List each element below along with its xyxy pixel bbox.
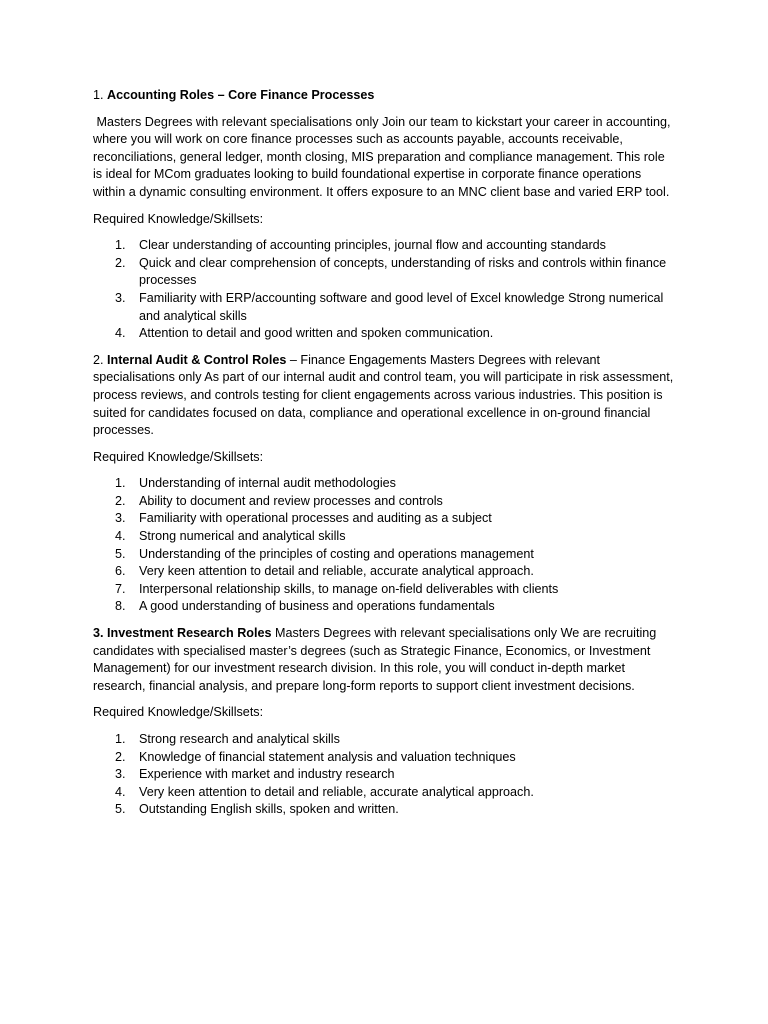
section-accounting-roles [93,87,675,343]
section-heading [93,87,675,105]
section-number: 1. [93,88,104,102]
document-page [93,87,675,828]
list-item: 2. Knowledge of financial statement analysis and valuation techniques [115,749,516,764]
skills-list [93,475,675,616]
section-internal-audit-roles [93,352,675,616]
section-title: Internal Audit & Control Roles [107,352,287,367]
section-investment-research-roles [93,625,675,819]
list-item: 4. Very keen attention to detail and reliable, accurate analytical approach. [115,784,534,799]
list-item: 3. Familiarity with operational processes and auditing as a subject [115,511,492,526]
list-item: 2. Quick and clear comprehension of concepts, understanding of risks and controls within finance processes [115,255,667,288]
section-description: Masters Degrees with relevant specialisations only Join our team to kickstart your career in accounting, where you will work on core finance processes such as accounts payable, accounts receivable, reconciliations, general ledger, month closing, MIS preparation and compliance management. This role is ideal for MCom graduates looking to build foundational expertise in corporate finance operations within a dynamic consulting environment. It offers exposure to an MNC client base and varied ERP tool. [93,114,674,199]
list-item: 1. Understanding of internal audit methodologies [115,476,396,491]
section-title: 3. Investment Research Roles [93,626,272,641]
skills-list [93,731,675,819]
list-item: 1. Clear understanding of accounting principles, journal flow and accounting standards [115,238,606,253]
list-item: 6. Very keen attention to detail and reliable, accurate analytical approach. [115,564,534,579]
list-item: 7. Interpersonal relationship skills, to manage on-field deliverables with clients [115,581,559,596]
section-number: 2. [93,352,104,367]
section-title: Accounting Roles – Core Finance Processes [107,88,375,102]
list-item: 3. Experience with market and industry research [115,767,395,782]
list-item: 8. A good understanding of business and operations fundamentals [115,599,495,614]
skills-list [93,237,675,343]
skills-label: Required Knowledge/Skillsets: [93,449,264,464]
list-item: 4. Attention to detail and good written and spoken communication. [115,326,494,341]
skills-label: Required Knowledge/Skillsets: [93,705,264,720]
list-item: 2. Ability to document and review processes and controls [115,493,443,508]
skills-label: Required Knowledge/Skillsets: [93,211,264,226]
section-number: 3. [93,626,104,641]
section-description: 3. Investment Research Roles Masters Degrees with relevant specialisations only We are recruiting candidates with specialised master’s degrees (such as Strategic Finance, Economics, or Investment Management) for our investment research division. In this role, you will conduct in-depth market research, financial analysis, and prepare long-form reports to support client investment decisions. [93,626,657,693]
list-item: 3. Familiarity with ERP/accounting software and good level of Excel knowledge Strong numerical and analytical skills [115,290,664,323]
list-item: 1. Strong research and analytical skills [115,732,340,746]
section-description: 2. Internal Audit & Control Roles – Finance Engagements Masters Degrees with relevant specialisations only As part of our internal audit and control team, you will participate in risk assessment, process reviews, and controls testing for client engagements across various industries. This position is suited for candidates focused on data, compliance and operational excellence in on-ground financial processes. [93,352,674,438]
list-item: 5. Outstanding English skills, spoken and written. [115,802,399,817]
list-item: 4. Strong numerical and analytical skills [115,529,346,544]
list-item: 5. Understanding of the principles of costing and operations management [115,546,534,561]
